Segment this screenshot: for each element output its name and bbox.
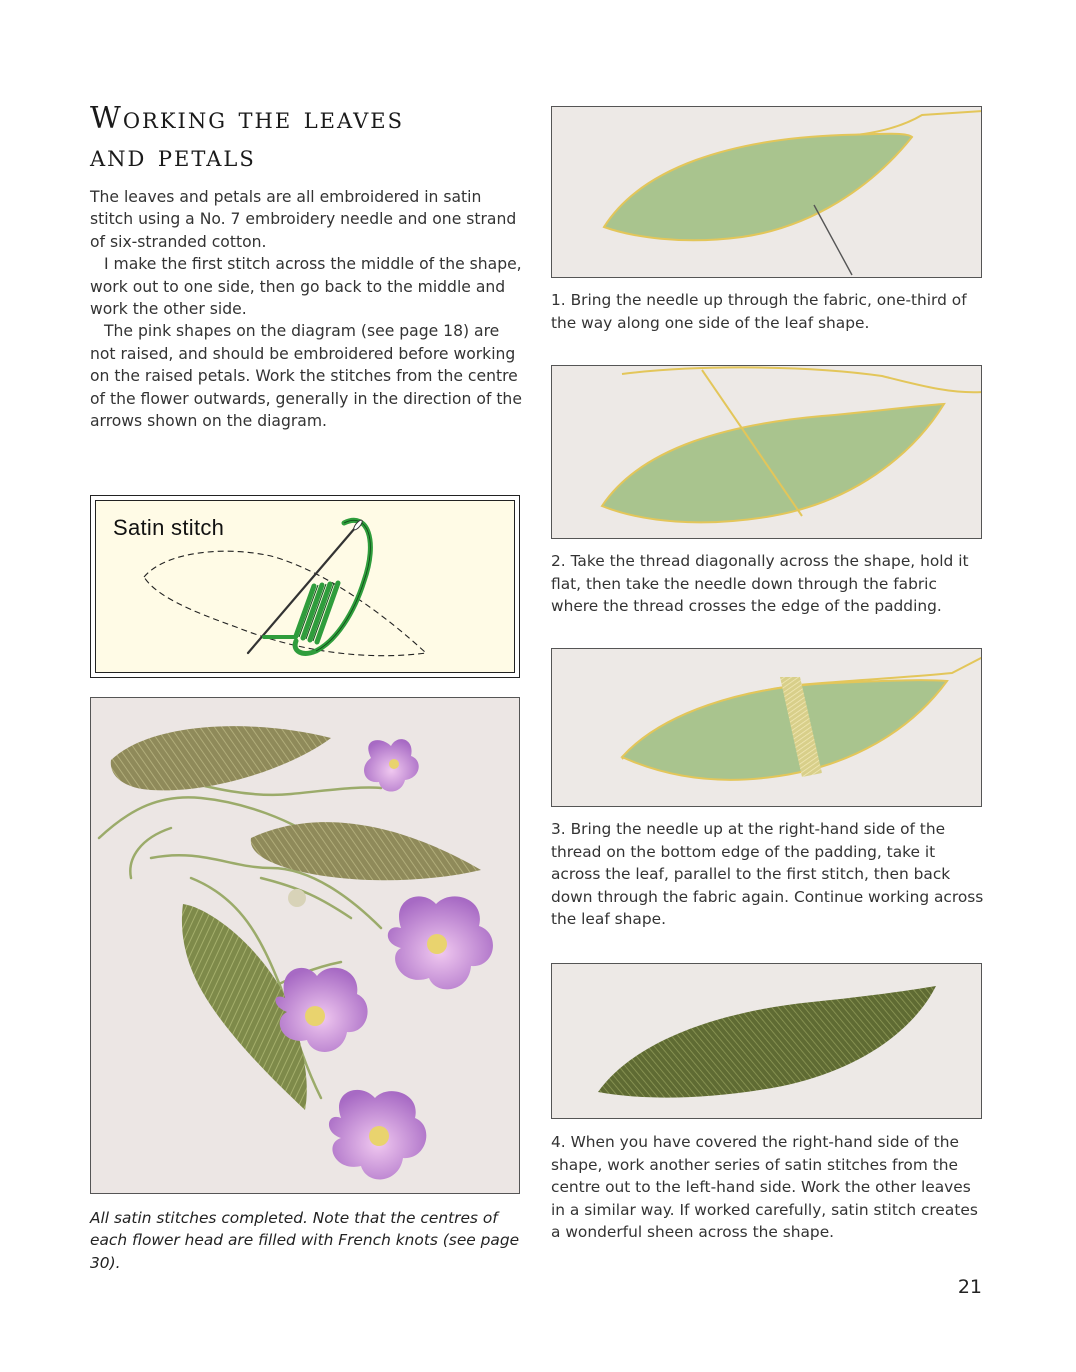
title-line-1: Working the leaves: [90, 101, 404, 136]
intro-text: [90, 186, 526, 432]
leaf-outline-dashed: [144, 551, 426, 656]
completed-embroidery-photo: [90, 697, 520, 1194]
step-1-photo: [551, 106, 982, 278]
diagram-panel: [95, 500, 515, 673]
diagram-title: Satin stitch: [113, 515, 225, 540]
page-title: [90, 100, 530, 176]
main-photo-caption: All satin stitches completed. Note that the centres of each flower head are filled with French knots (see page 30).: [90, 1209, 520, 1272]
step-4-caption: 4. When you have covered the right-hand side of the shape, work another series of satin stitches from the centre out to the left-hand side. Work the other leaves in a similar way. If worked carefully, satin stitch creates a wonderful sheen across the shape.: [551, 1133, 978, 1241]
step-2-photo: [551, 365, 982, 539]
title-line-2: and petals: [90, 139, 256, 174]
intro-paragraph-2: I make the first stitch across the middle of the shape, work out to one side, then go back to the middle and work the other side.: [90, 255, 522, 319]
step-1-caption: 1. Bring the needle up through the fabric, one-third of the way along one side of the leaf shape.: [551, 291, 967, 332]
step-3-caption: 3. Bring the needle up at the right-hand side of the thread on the bottom edge of the padding, take it across the leaf, parallel to the first stitch, then back down through the fabric again. Continue working across the leaf shape.: [551, 820, 984, 928]
page-number: 21: [957, 1276, 982, 1298]
step-3-photo: [551, 648, 982, 807]
intro-paragraph-3: The pink shapes on the diagram (see page 18) are not raised, and should be embroidered before working on the raised petals. Work the stitches from the centre of the flower outwards, generally in the direction of the arrows shown on the diagram.: [90, 322, 522, 431]
satin-stitch-diagram: [90, 495, 520, 678]
satin-stitches: [296, 583, 338, 642]
step-4-photo: [551, 963, 982, 1119]
intro-paragraph-1: The leaves and petals are all embroidered in satin stitch using a No. 7 embroidery needle and one strand of six-stranded cotton.: [90, 188, 517, 251]
step-2-caption: 2. Take the thread diagonally across the shape, hold it flat, then take the needle down through the fabric where the thread crosses the edge of the padding.: [551, 552, 969, 615]
